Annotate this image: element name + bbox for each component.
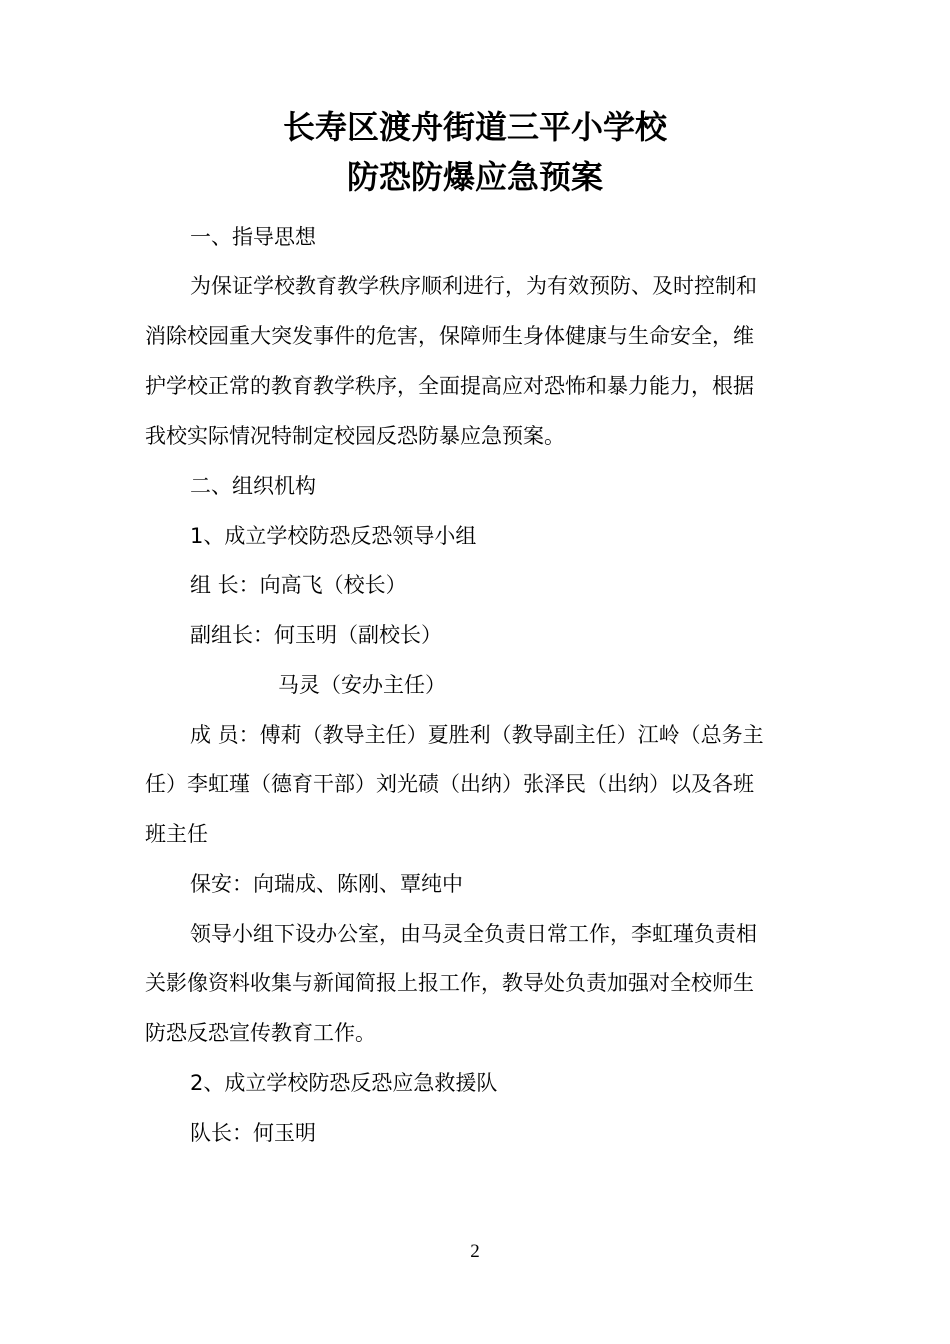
- paragraph-line: 保安：向瑞成、陈刚、覃纯中: [190, 872, 463, 896]
- paragraph-line: 马灵（安办主任）: [278, 673, 446, 697]
- paragraph-line: 班主任: [145, 822, 208, 846]
- paragraph-line: 关影像资料收集与新闻简报上报工作，教导处负责加强对全校师生: [145, 971, 754, 995]
- section-heading-organization: 二、组织机构: [190, 474, 316, 498]
- paragraph-line: 组 长：向高飞（校长）: [190, 573, 407, 597]
- page-number: 2: [470, 1241, 480, 1262]
- paragraph-line: 护学校正常的教育教学秩序，全面提高应对恐怖和暴力能力，根据: [145, 374, 754, 398]
- paragraph-line: 防恐反恐宣传教育工作。: [145, 1021, 376, 1045]
- paragraph-line: 副组长：何玉明（副校长）: [190, 623, 442, 647]
- document-title-line-2: 防恐防爆应急预案: [346, 158, 603, 196]
- paragraph-line: 领导小组下设办公室，由马灵全负责日常工作，李虹瑾负责相: [190, 922, 757, 946]
- section-heading-guiding-thought: 一、指导思想: [190, 225, 316, 249]
- paragraph-line: 队长：何玉明: [190, 1121, 316, 1145]
- paragraph-line: 任）李虹瑾（德育干部）刘光碛（出纳）张泽民（出纳）以及各班: [145, 772, 754, 796]
- paragraph-line: 成 员：傅莉（教导主任）夏胜利（教导副主任）江岭（总务主: [190, 723, 764, 747]
- paragraph-line: 消除校园重大突发事件的危害，保障师生身体健康与生命安全，维: [145, 324, 754, 348]
- document-title-line-1: 长寿区渡舟街道三平小学校: [282, 108, 667, 146]
- subsection-heading-leadership-group: 1、成立学校防恐反恐领导小组: [190, 524, 477, 548]
- paragraph-line: 为保证学校教育教学秩序顺利进行，为有效预防、及时控制和: [190, 274, 757, 298]
- paragraph-line: 我校实际情况特制定校园反恐防暴应急预案。: [145, 424, 565, 448]
- subsection-heading-rescue-team: 2、成立学校防恐反恐应急救援队: [190, 1071, 498, 1095]
